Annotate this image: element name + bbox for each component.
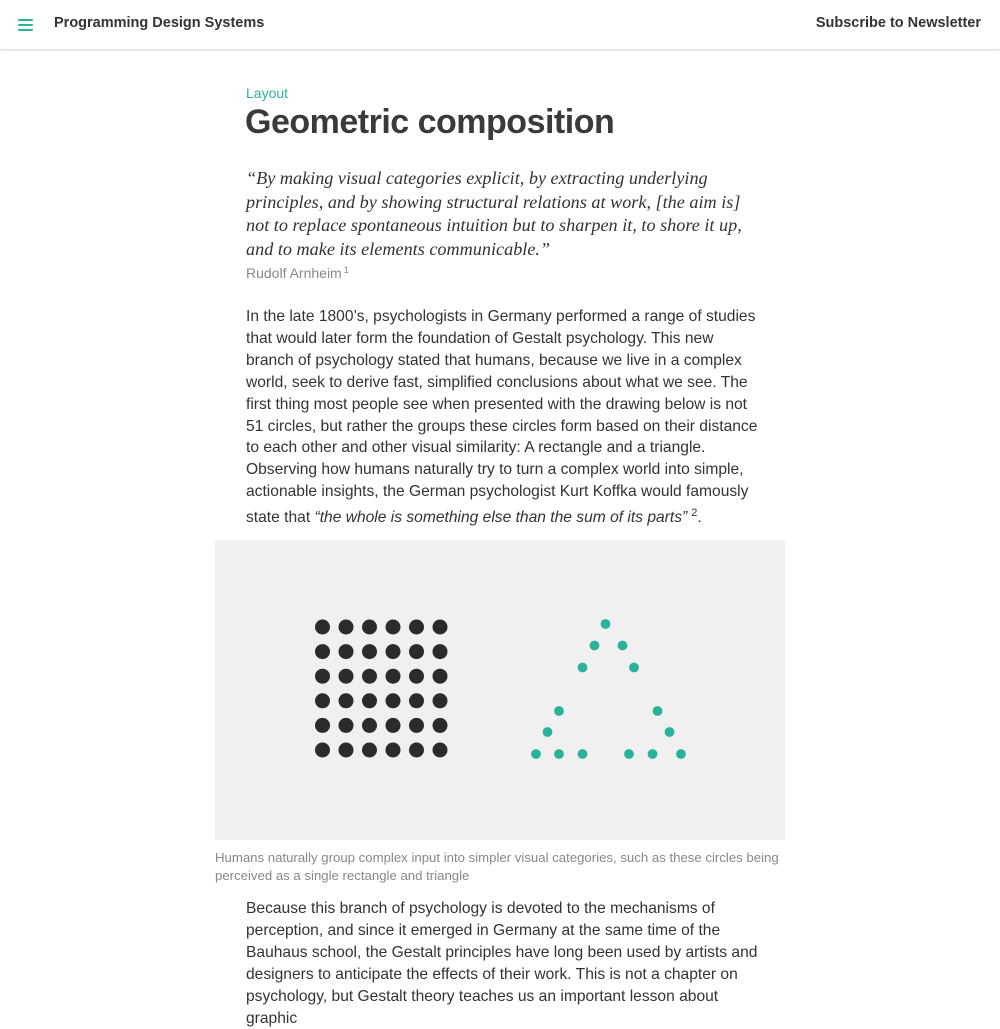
rectangle-dot [386,669,401,684]
rectangle-dot [386,743,401,758]
triangle-dot [653,706,663,716]
rectangle-dot [386,620,401,635]
koffka-quote: “the whole is something else than the sum of its parts” [314,509,688,527]
rectangle-dot [433,669,448,684]
rectangle-dot [362,743,377,758]
rectangle-dot [433,718,448,733]
rectangle-dot [339,693,354,708]
triangle-dot [648,749,658,759]
triangle-dot [665,727,675,737]
footnote-ref-2[interactable]: 2 [691,507,698,520]
rectangle-dot [362,693,377,708]
rectangle-dot [339,669,354,684]
menu-icon-line [18,24,33,26]
site-title-link[interactable]: Programming Design Systems [54,15,265,31]
body-paragraph-2: Because this branch of psychology is devoted to the mechanisms of perception, and since it emerged in Germany at the same time of the Bauhaus school, the Gestalt principles have long been used by artists and designers to anticipate the effects of their work. This is not a chapter on psychology, but Gestalt theory teaches us an important lesson about graphic [246,900,758,1027]
triangle-dot [543,727,553,737]
triangle-dot [601,619,611,629]
top-navigation-bar [0,0,1000,49]
page-title: Geometric composition [245,103,615,141]
menu-icon-line [18,29,33,31]
triangle-dot [590,641,600,651]
rectangle-dot [433,620,448,635]
gestalt-figure [215,540,785,840]
rectangle-dot [386,718,401,733]
rectangle-dot [409,693,424,708]
subscribe-newsletter-link[interactable]: Subscribe to Newsletter [815,15,981,31]
rectangle-dot [409,743,424,758]
rectangle-dot [362,718,377,733]
triangle-dot [578,663,588,673]
rectangle-dot [315,620,330,635]
rectangle-dot [433,743,448,758]
rectangle-dot [362,644,377,659]
triangle-dot [676,749,686,759]
rectangle-dot [339,718,354,733]
rectangle-dot [409,669,424,684]
triangle-dot [554,749,564,759]
rectangle-dot [409,620,424,635]
rectangle-dot [362,669,377,684]
paragraph-1-text: In the late 1800’s, psychologists in Germany performed a range of studies that would later form the foundation of Gestalt psychology. This new branch of psychology stated that humans, because we live in a complex world, seek to derive fast, simplified conclusions about what we see. The first thing most people see when presented with the drawing below is not 51 circles, but rather the groups these circles form based on their distance to each other and other visual similarity: A rectangle and a triangle. Observing how humans naturally try to turn a complex world into simple, actionable insights, the German psychologist Kurt Koffka would famously state that [246,308,758,527]
gestalt-illustration [215,540,785,840]
rectangle-dot [409,718,424,733]
rectangle-dot [339,743,354,758]
rectangle-dot [386,693,401,708]
rectangle-dot [362,620,377,635]
figure-caption: Humans naturally group complex input into simpler visual categories, such as these circles being perceived as a single rectangle and triangle [215,850,779,883]
epigraph-quote: “By making visual categories explicit, by extracting underlying principles, and by showing structural relations at work, [the aim is] not to replace spontaneous intuition but to sharpen it, to shore it up, and to make its elements communicable.” [246,168,742,259]
rectangle-dot [433,644,448,659]
triangle-dot [618,641,628,651]
triangle-dot [578,749,588,759]
rectangle-dot [386,644,401,659]
category-link[interactable]: Layout [246,85,289,101]
footnote-ref-1[interactable]: 1 [343,265,349,275]
rectangle-dot [433,693,448,708]
rectangle-dot [339,620,354,635]
hamburger-menu-icon[interactable] [18,17,34,31]
rectangle-dot [339,644,354,659]
rectangle-dot [315,743,330,758]
body-paragraph-1 [246,306,762,529]
rectangle-dot [315,669,330,684]
triangle-dot [629,663,639,673]
menu-icon-line [18,19,33,21]
quote-attribution [246,265,349,281]
rectangle-dot [315,693,330,708]
triangle-dot [554,706,564,716]
rectangle-dot [409,644,424,659]
triangle-dot [624,749,634,759]
triangle-dot [531,749,541,759]
rectangle-dot [315,644,330,659]
quote-author-name: Rudolf Arnheim [246,265,342,281]
paragraph-1-end: . [697,509,702,527]
rectangle-dot [315,718,330,733]
